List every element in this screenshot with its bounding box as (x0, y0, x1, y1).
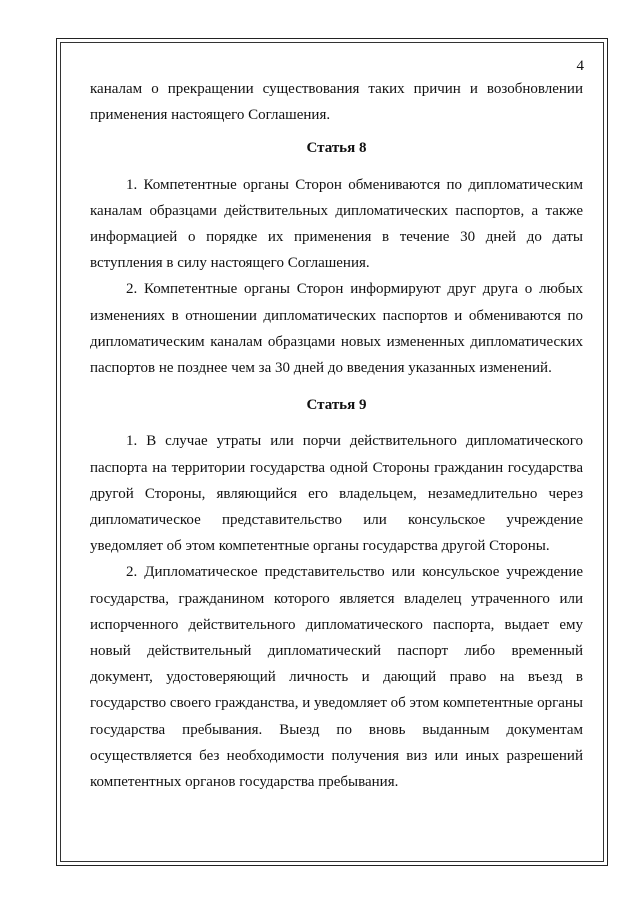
article-9-paragraph-2: 2. Дипломатическое представительство или консульское учреждение государства, гражданином которого является владелец утраченного или испорченного действительного дипломатического паспорта, выдает ему новый действительный дипломатический паспорт либо временный документ, удостоверяющий личность и дающий право на въезд в государство своего гражданства, и уведомляет об этом компетентные органы государства пребывания. Выезд по вновь выданным документам осуществляется без необходимости получения виз или иных разрешений компетентных органов государства пребывания. (90, 564, 583, 791)
article-8-paragraph-1: 1. Компетентные органы Сторон обмениваются по дипломатическим каналам образцами действительных дипломатических паспортов, а также информацией о порядке их применения в течение 30 дней до даты вступления в силу настоящего Соглашения. (90, 176, 583, 272)
article-8-heading: Статья 8 (306, 140, 367, 157)
article-9-paragraph-1: 1. В случае утраты или порчи действительного дипломатического паспорта на территории государства одной Стороны гражданин государства другой Стороны, являющийся его владельцем, незамедлительно через дипломатическое представительство или консульское учреждение уведомляет об этом компетентные органы государства другой Стороны. (90, 433, 583, 555)
document-body (90, 76, 583, 795)
article-8-paragraph-2: 2. Компетентные органы Сторон информируют друг друга о любых изменениях в отношении дипломатических паспортов и обмениваются по дипломатическим каналам образцами новых измененных дипломатических паспортов не позднее чем за 30 дней до введения указанных изменений. (90, 281, 583, 377)
intro-paragraph: каналам о прекращении существования таких причин и возобновлении применения настоящего Соглашения. (90, 81, 583, 124)
article-9-heading: Статья 9 (306, 397, 367, 414)
page-number: 4 (576, 58, 584, 74)
